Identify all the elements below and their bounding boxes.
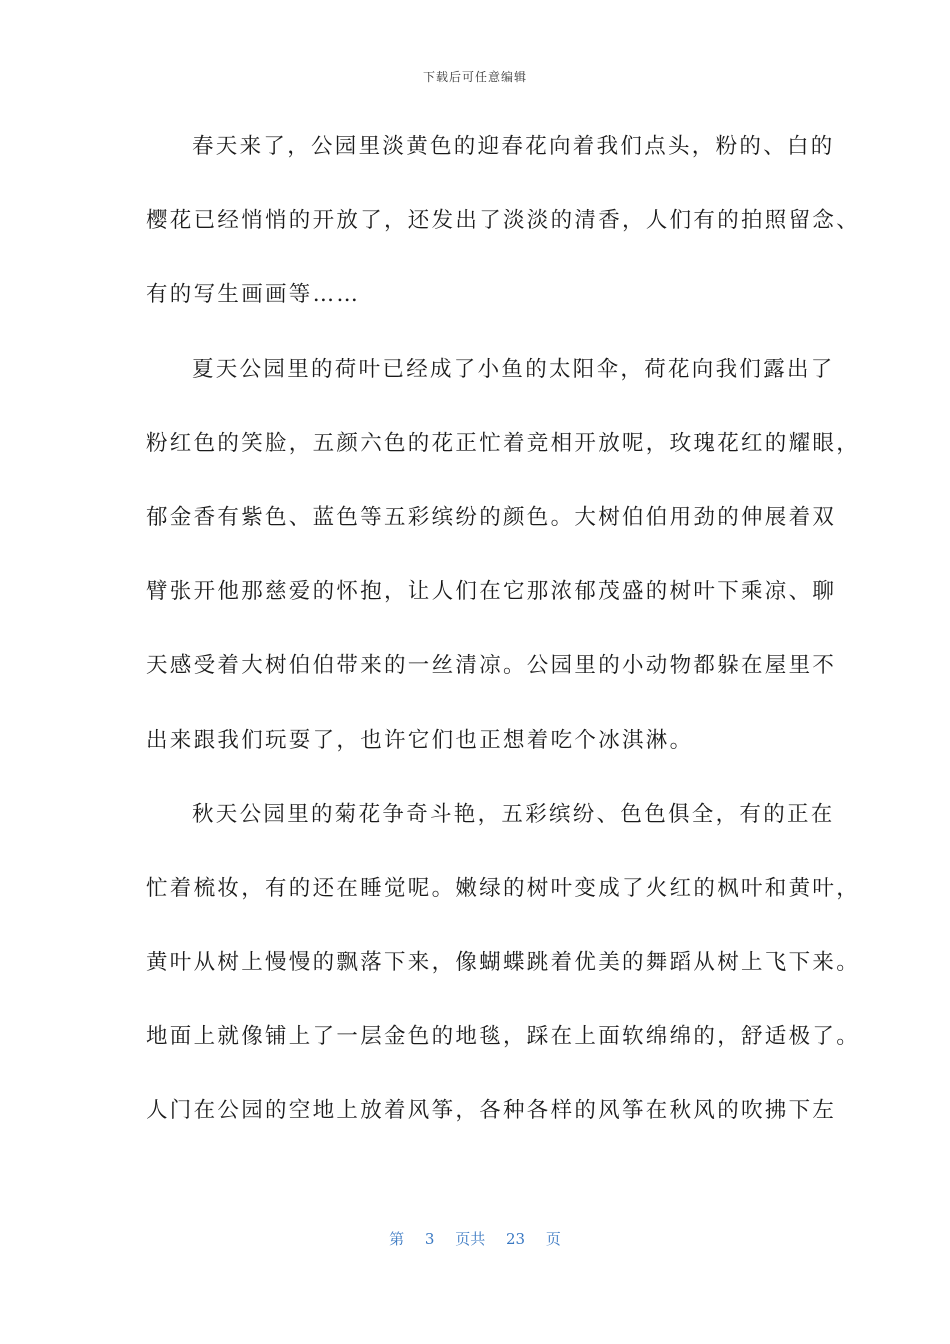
page-label-suffix: 页 <box>545 1230 561 1248</box>
text-line: 郁金香有紫色、蓝色等五彩缤纷的颜色。大树伯伯用劲的伸展着双 <box>146 504 837 530</box>
text-line: 春天来了，公园里淡黄色的迎春花向着我们点头，粉的、白的 <box>192 134 835 159</box>
paragraph-autumn <box>146 790 861 1161</box>
current-page-number: 3 <box>424 1230 435 1248</box>
text-line: 夏天公园里的荷叶已经成了小鱼的太阳伞，荷花向我们露出了 <box>192 356 835 382</box>
text-line: 人门在公园的空地上放着风筝，各种各样的风筝在秋风的吹拂下左 <box>146 1098 837 1124</box>
text-line: 黄叶从树上慢慢的飘落下来，像蝴蝶跳着优美的舞蹈从树上飞下来。 <box>146 950 861 976</box>
text-line: 有的写生画画等…… <box>146 282 361 308</box>
text-line: 天感受着大树伯伯带来的一丝清凉。公园里的小动物都躲在屋里不 <box>146 653 837 679</box>
document-body <box>146 122 861 1161</box>
page-label-mid: 页共 <box>455 1230 486 1248</box>
page-header: 下载后可任意编辑 <box>422 70 527 84</box>
paragraph-summer <box>146 345 861 790</box>
text-line: 臂张开他那慈爱的怀抱，让人们在它那浓郁茂盛的树叶下乘凉、聊 <box>146 579 837 605</box>
text-line: 樱花已经悄悄的开放了，还发出了淡淡的清香，人们有的拍照留念、 <box>146 208 861 234</box>
text-line: 秋天公园里的菊花争奇斗艳，五彩缤纷、色色俱全，有的正在 <box>192 801 835 827</box>
text-line: 地面上就像铺上了一层金色的地毯，踩在上面软绵绵的，舒适极了。 <box>146 1024 861 1050</box>
page-footer <box>0 1228 950 1249</box>
text-line: 出来跟我们玩耍了，也许它们也正想着吃个冰淇淋。 <box>146 727 694 753</box>
page-label-prefix: 第 <box>389 1230 405 1248</box>
text-line: 忙着梳妆，有的还在睡觉呢。嫩绿的树叶变成了火红的枫叶和黄叶， <box>146 875 861 901</box>
paragraph-spring <box>146 122 861 345</box>
total-pages-number: 23 <box>506 1230 526 1248</box>
text-line: 粉红色的笑脸，五颜六色的花正忙着竞相开放呢，玫瑰花红的耀眼， <box>146 430 861 456</box>
